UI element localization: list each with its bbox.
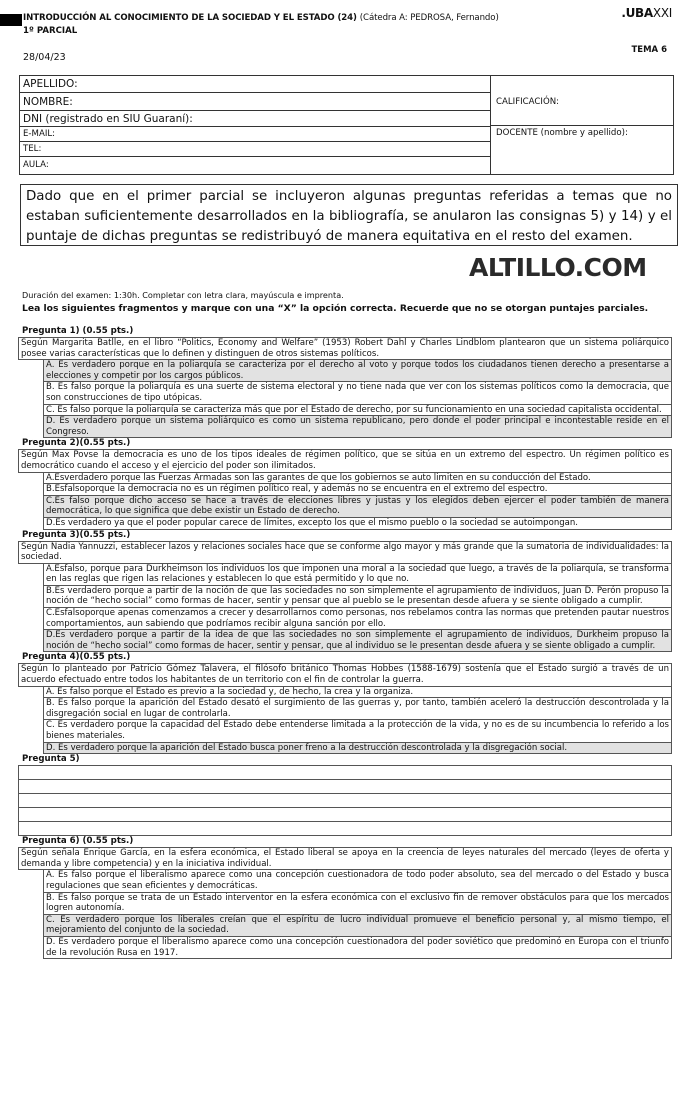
question-stem: Según Max Povse la democracia es uno de los tipos ideales de régimen político, que se sitúa en un extremo del espectro. Un régimen político es democrático cuando el acceso y el ejercicio del poder son ilimitados. (18, 449, 672, 472)
answer-option[interactable]: D.Es verdadero ya que el poder popular carece de límites, excepto los que el mismo pueblo o la sociedad se autoimpongan. (44, 518, 671, 530)
aula-field[interactable]: AULA: (23, 160, 49, 170)
answer-option[interactable]: A. Es falso porque el liberalismo aparece como una concepción cuestionadora de todo poder absoluto, sea del mercado o del Estado y busca regulaciones que sean eficientes y democráticas. (46, 870, 669, 891)
calificacion-field[interactable]: CALIFICACIÓN: (496, 97, 560, 107)
dni-field[interactable]: DNI (registrado en SIU Guaraní): (20, 111, 490, 127)
question-block (18, 438, 672, 529)
question-title: Pregunta 2)(0.55 pts.) (22, 438, 131, 449)
answer-option[interactable]: B. Es falso porque la poliarquía es una suerte de sistema electoral y no tiene nada que ver con los sistemas políticos como la democracia, que son construcciones de tipo utópicas. (46, 382, 669, 403)
answer-option[interactable]: C. Es verdadero porque la capacidad del Estado debe entenderse limitada a la protección de la vida, y no es de su incumbencia lo referido a los bienes materiales. (46, 720, 669, 741)
exam-duration: Duración del examen: 1:30h. Completar con letra clara, mayúscula e imprenta. (22, 290, 344, 300)
annulment-notice: Dado que en el primer parcial se incluyeron algunas preguntas referidas a temas que no estaban suficientemente desarrollados en la bibliografía, se anularon las consignas 5) y 14) y el puntaje de dichas preguntas se redistribuyó de manera equitativa en el resto del examen. (20, 184, 678, 246)
question-block (18, 652, 672, 754)
answer-option[interactable]: D. Es verdadero porque la aparición del Estado busca poner freno a la destrucción descontrolada y la disgregación social. (44, 743, 671, 755)
answer-options (43, 360, 672, 438)
answer-option[interactable]: B.Es verdadero porque a partir de la noción de que las sociedades no son simplemente el agrupamiento de individuos, Juan D. Perón propuso la noción de “hecho social” como formas de hacer, sentir y pensar que al pueblo se le presentan desde afuera y se siente obligado a cumplir. (46, 585, 669, 607)
blank-row (19, 808, 671, 822)
questions-section (18, 326, 672, 959)
answer-option[interactable]: A. Es falso porque el Estado es previo a la sociedad y, de hecho, la crea y la organiza. (44, 687, 671, 699)
annulled-question-blank-rows (18, 765, 672, 836)
question-title: Pregunta 1) (0.55 pts.) (22, 326, 134, 336)
question-block (18, 836, 672, 959)
answer-options (43, 473, 672, 530)
question-stem: Según señala Enrique García, en la esfera económica, el Estado liberal se apoya en la creencia de leyes naturales del mercado (leyes de oferta y demanda y libre competencia) y en la iniciativa individual. (18, 847, 672, 870)
question-title: Pregunta 4)(0.55 pts.) (22, 652, 131, 663)
question-block (18, 326, 672, 438)
exam-date: 28/04/23 (23, 52, 66, 63)
answer-options (43, 564, 672, 653)
student-id-box (19, 75, 674, 175)
answer-option[interactable]: B. Es falso porque la aparición del Estado desató el surgimiento de las guerras y, por tanto, también aceleró la destrucción descontrolada y la disgregación social en lugar de controlarla. (46, 698, 669, 719)
answer-options (43, 870, 672, 959)
tel-field[interactable]: TEL: (20, 142, 490, 157)
question-block (18, 754, 672, 836)
question-stem: Según lo planteado por Patricio Gómez Talavera, el filósofo británico Thomas Hobbes (1588-1679) sostenía que el Estado surgió a través de un acuerdo efectuado entre todos los habitantes de un territorio con el fin de controlar la guerra. (18, 663, 672, 686)
uba-logo-text: .UBA (621, 6, 653, 20)
answer-option[interactable]: B. Es falso porque se trata de un Estado interventor en la esfera económica con el exclusivo fin de remover obstáculos para que los mercados logren autonomía. (46, 892, 669, 914)
answer-option[interactable]: C.Esfalsoporque apenas comenzamos a crecer y desarrollarnos como personas, nos rebelamos contra las normas que pretenden pautar nuestros comportamientos, aun sabiendo que podríamos recibir alguna sanción por ello. (46, 608, 669, 629)
altillo-watermark: ALTILLO.COM (469, 253, 647, 282)
answer-option[interactable]: C. Es verdadero porque los liberales creían que el espíritu de lucro individual promueve el beneficio personal y, al mismo tiempo, el mejoramiento del conjunto de la sociedad. (46, 914, 669, 936)
blank-row (19, 794, 671, 808)
answer-option[interactable]: D.Es verdadero porque a partir de la idea de que las sociedades no son simplemente el agrupamiento de individuos, Durkheim propuso la noción de “hecho social” como formas de hacer, sentir y pensar, que al individuo se le presentan desde afuera y se siente obligado a cumplir. (46, 630, 669, 651)
answer-options (43, 687, 672, 755)
header-black-mark (0, 14, 22, 26)
catedra-label: (Cátedra A: PEDROSA, Fernando) (359, 13, 499, 23)
question-title: Pregunta 6) (0.55 pts.) (22, 836, 134, 847)
uba-logo (621, 6, 672, 20)
nombre-field[interactable]: NOMBRE: (20, 93, 490, 111)
exam-instruction: Lea los siguientes fragmentos y marque con una “X” la opción correcta. Recuerde que no se otorgan puntajes parciales. (22, 303, 649, 314)
question-stem: Según Margarita Batlle, en el libro “Politics, Economy and Welfare” (1953) Robert Dahl y Charles Lindblom plantearon que un sistema poliárquico posee varias características que lo definen y distinguen de otros sistemas políticos. (18, 337, 672, 360)
answer-option[interactable]: D. Es verdadero porque un sistema poliárquico es como un sistema republicano, pero donde el poder principal e incontestable reside en el Congreso. (46, 416, 669, 437)
answer-option[interactable]: D. Es verdadero porque el liberalismo aparece como una concepción cuestionadora del poder soviético que predominó en Europa con el triunfo de la revolución Rusa en 1917. (46, 936, 669, 958)
course-title (23, 13, 499, 23)
question-title: Pregunta 5) (22, 754, 80, 765)
blank-row (19, 780, 671, 794)
answer-option[interactable]: A.Esfalso, porque para Durkheimson los individuos los que imponen una moral a la sociedad que luego, a través de la poliarquía, se transforma en las reglas que rigen las relaciones y establecen lo que está permitido y lo que no. (46, 563, 669, 585)
uba-logo-xxi: XXI (652, 6, 672, 20)
question-stem: Según Nadia Yannuzzi, establecer lazos y relaciones sociales hace que se conforme algo mayor y más grande que la sumatoria de individualidades: la sociedad. (18, 541, 672, 564)
course-name: INTRODUCCIÓN AL CONOCIMIENTO DE LA SOCIEDAD Y EL ESTADO (24) (23, 13, 357, 23)
parcial-label: 1º PARCIAL (23, 26, 78, 36)
email-field[interactable]: E-MAIL: (20, 127, 490, 142)
answer-option[interactable]: C. Es falso porque la poliarquía se caracteriza más que por el Estado de derecho, por su funcionamiento en una sociedad capitalista occidental. (44, 405, 671, 417)
blank-row (19, 766, 671, 780)
tema-label: TEMA 6 (631, 45, 667, 55)
answer-option[interactable]: B.Esfalsoporque la democracia no es un régimen político real, y además no se encuentra en el extremo del espectro. (44, 484, 671, 496)
answer-option[interactable]: A. Es verdadero porque en la poliarquía se caracteriza por el derecho al voto y porque todos los ciudadanos tienen derecho a presentarse a elecciones y competir por los cargos públicos. (46, 360, 669, 381)
apellido-field[interactable]: APELLIDO: (20, 76, 490, 93)
question-block (18, 530, 672, 653)
question-title: Pregunta 3)(0.55 pts.) (22, 529, 131, 540)
docente-field[interactable]: DOCENTE (nombre y apellido): (496, 128, 628, 138)
id-box-right-divider (490, 125, 673, 126)
answer-option[interactable]: A.Esverdadero porque las Fuerzas Armadas son las garantes de que los gobiernos se auto limiten en su conducción del Estado. (44, 473, 671, 485)
blank-row (19, 822, 671, 836)
answer-option[interactable]: C.Es falso porque dicho acceso se hace a través de elecciones libres y justas y los elegidos deben ejercer el poder también de manera democrática, lo que significa que debe existir un Estado de derecho. (46, 495, 669, 517)
